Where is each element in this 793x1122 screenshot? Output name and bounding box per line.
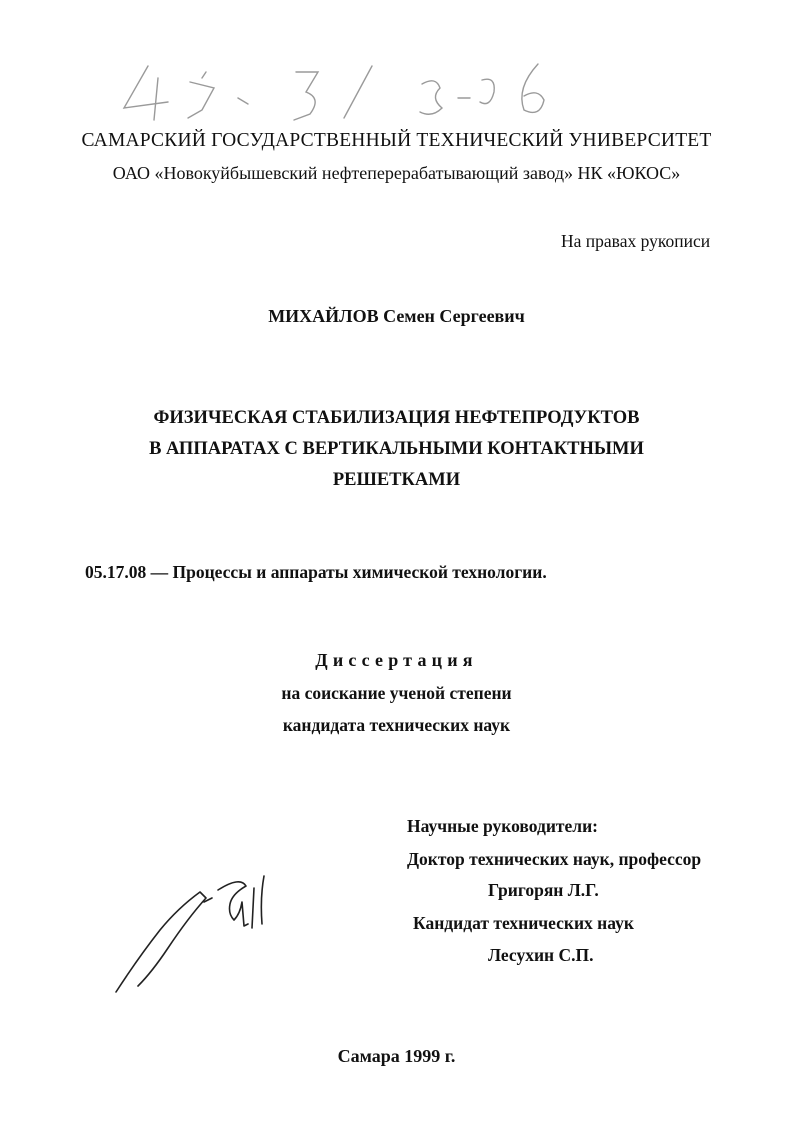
dissertation-title [0, 403, 793, 496]
university-name: САМАРСКИЙ ГОСУДАРСТВЕННЫЙ ТЕХНИЧЕСКИЙ УНИВЕРСИТЕТ [81, 130, 712, 151]
specialty-code: 05.17.08 — Процессы и аппараты химической технологии. [85, 562, 547, 582]
supervisor-1-title: Доктор технических наук, профессор [407, 849, 702, 869]
author-signature [108, 868, 278, 998]
title-line-3: РЕШЕТКАМИ [332, 470, 461, 490]
author-name: МИХАЙЛОВ Семен Сергеевич [268, 306, 525, 326]
supervisor-2-title: Кандидат технических наук [413, 913, 634, 933]
title-line-2: В АППАРАТАХ С ВЕРТИКАЛЬНЫМИ КОНТАКТНЫМИ [149, 439, 644, 459]
dissertation-label: Диссертация [315, 650, 478, 670]
supervisor-1-name: Григорян Л.Г. [488, 880, 599, 900]
supervisors-heading: Научные руководители: [407, 816, 599, 836]
degree-line-1: на соискание ученой степени [281, 683, 512, 703]
degree-line-2: кандидата технических наук [282, 715, 511, 735]
city-year: Самара 1999 г. [337, 1046, 456, 1066]
supervisor-2-name: Лесухин С.П. [488, 945, 594, 965]
organization-name: ОАО «Новокуйбышевский нефтеперерабатывающий завод» НК «ЮКОС» [112, 163, 681, 183]
handwritten-archive-number [110, 58, 570, 128]
rights-note: На правах рукописи [561, 231, 711, 251]
title-line-1: ФИЗИЧЕСКАЯ СТАБИЛИЗАЦИЯ НЕФТЕПРОДУКТОВ [153, 408, 640, 428]
